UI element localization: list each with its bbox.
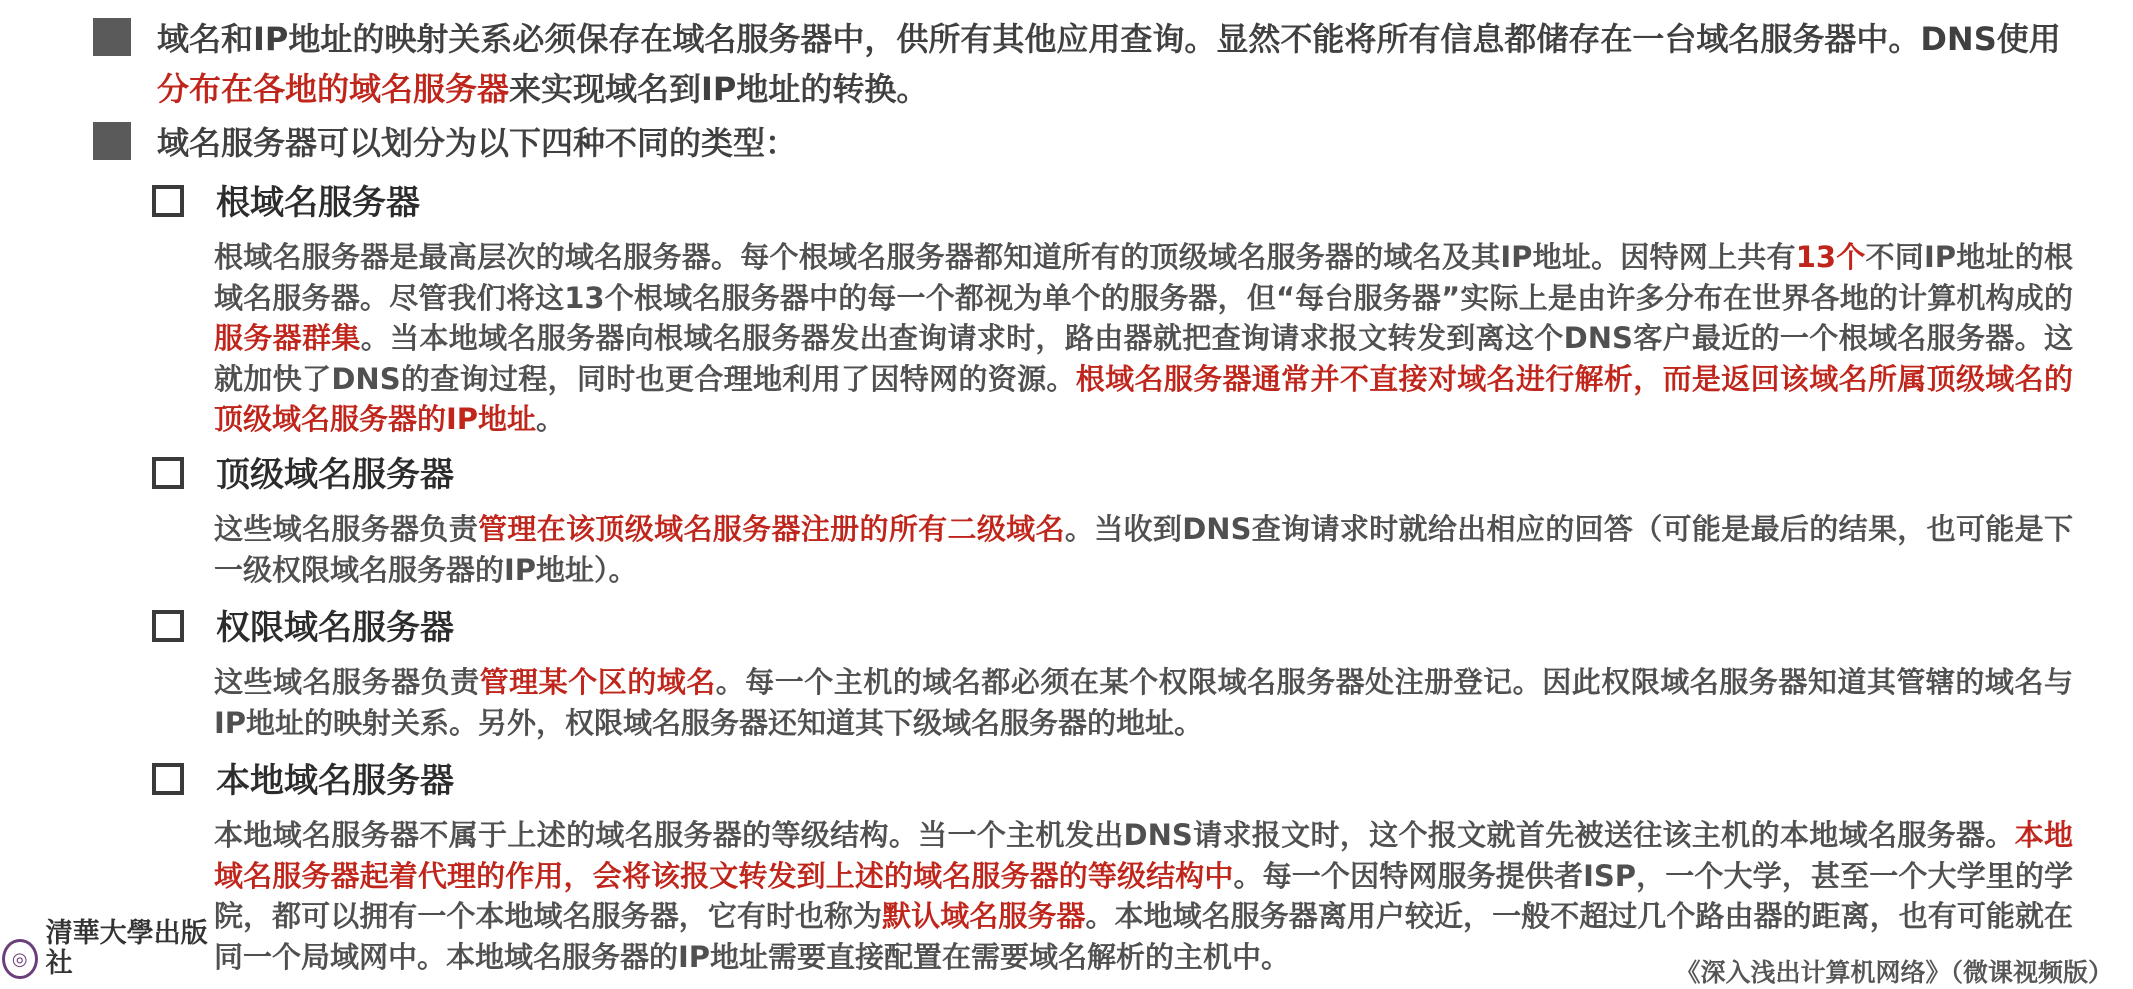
section-local-name-server xyxy=(152,759,2073,977)
text-segment: 这些域名服务器负责 xyxy=(214,512,479,546)
empty-square-bullet-icon xyxy=(152,457,184,489)
highlight-segment: 本地域名服务器起着代理的作用，会将该报文转发到上述的域名服务器的等级结构中 xyxy=(214,818,2073,893)
empty-square-bullet-icon xyxy=(152,610,184,642)
text-segment: 来实现域名到IP地址的转换。 xyxy=(509,70,929,108)
text-segment: 这些域名服务器负责 xyxy=(214,665,480,699)
empty-square-bullet-icon xyxy=(152,763,184,795)
empty-square-bullet-icon xyxy=(152,185,184,217)
text-segment: 。当本地域名服务器向根域名服务器发出查询请求时，路由器就把查询请求报文转发到离这个DNS客户最近的一个根域名服务器。这就加快了DNS的查询过程，同时也更合理地利用了因特网的资源。 xyxy=(214,321,2073,396)
section-root-name-server xyxy=(152,181,2073,440)
bullet-2 xyxy=(93,118,2073,168)
text-segment: 本地域名服务器不属于上述的域名服务器的等级结构。当一个主机发出DNS请求报文时，这个报文就首先被送往该主机的本地域名服务器。 xyxy=(214,818,2015,852)
text-segment: 域名和IP地址的映射关系必须保存在域名服务器中，供所有其他应用查询。显然不能将所有信息都储存在一台域名服务器中。DNS使用 xyxy=(157,20,2061,58)
bullet-2-text xyxy=(157,118,2073,168)
text-segment: 根域名服务器是最高层次的域名服务器。每个根域名服务器都知道所有的顶级域名服务器的域名及其IP地址。因特网上共有 xyxy=(214,240,1796,274)
section-title: 顶级域名服务器 xyxy=(216,455,454,495)
text-segment: 。 xyxy=(536,402,566,436)
text-segment: 。本地域名服务器离用户较近，一般不超过几个路由器的距离，也有可能就在同一个局域网中。本地域名服务器的IP地址需要直接配置在需要域名解析的主机中。 xyxy=(214,899,2073,974)
filled-square-bullet-icon xyxy=(93,18,131,56)
section-body xyxy=(214,509,2073,590)
highlight-segment: 分布在各地的域名服务器 xyxy=(157,70,510,108)
highlight-segment: 13个 xyxy=(1795,240,1866,274)
text-segment: 。当收到DNS查询请求时就给出相应的回答（可能是最后的结果，也可能是下一级权限域名服务器的IP地址）。 xyxy=(214,512,2073,587)
section-tld-name-server xyxy=(152,453,2073,590)
section-title: 权限域名服务器 xyxy=(216,608,454,648)
section-title: 根域名服务器 xyxy=(216,183,420,223)
highlight-segment: 默认域名服务器 xyxy=(882,899,1086,933)
highlight-segment: 管理某个区的域名 xyxy=(479,665,716,699)
text-segment: 。每一个因特网服务提供者ISP，一个大学，甚至一个大学里的学院，都可以拥有一个本地域名服务器，它有时也称为 xyxy=(214,858,2073,933)
section-authoritative-name-server xyxy=(152,606,2073,743)
text-segment: 不同IP地址的根域名服务器。尽管我们将这13个根域名服务器中的每一个都视为单个的服务器，但“每台服务器”实际上是由许多分布在世界各地的计算机构成的 xyxy=(214,240,2073,315)
highlight-segment: 管理在该顶级域名服务器注册的所有二级域名 xyxy=(478,512,1065,546)
university-seal-icon: ◎ xyxy=(2,939,38,979)
bullet-1-text xyxy=(157,14,2073,114)
highlight-segment: 根域名服务器通常并不直接对域名进行解析，而是返回该域名所属顶级域名的顶级域名服务器的IP地址 xyxy=(214,361,2073,436)
publisher-name: 清華大學出版社 xyxy=(45,918,208,979)
highlight-segment: 服务器群集 xyxy=(214,321,361,355)
bullet-1 xyxy=(93,14,2073,114)
section-title: 本地域名服务器 xyxy=(216,761,454,801)
book-title: 《深入浅出计算机网络》（微课视频版） xyxy=(1675,958,2113,987)
text-segment: 域名服务器可以划分为以下四种不同的类型： xyxy=(157,124,798,162)
text-segment: 。每一个主机的域名都必须在某个权限域名服务器处注册登记。因此权限域名服务器知道其管辖的域名与IP地址的映射关系。另外，权限域名服务器还知道其下级域名服务器的地址。 xyxy=(214,665,2073,740)
section-body xyxy=(214,662,2073,743)
publisher-logo xyxy=(0,918,210,979)
section-body xyxy=(214,237,2073,440)
filled-square-bullet-icon xyxy=(93,122,131,160)
